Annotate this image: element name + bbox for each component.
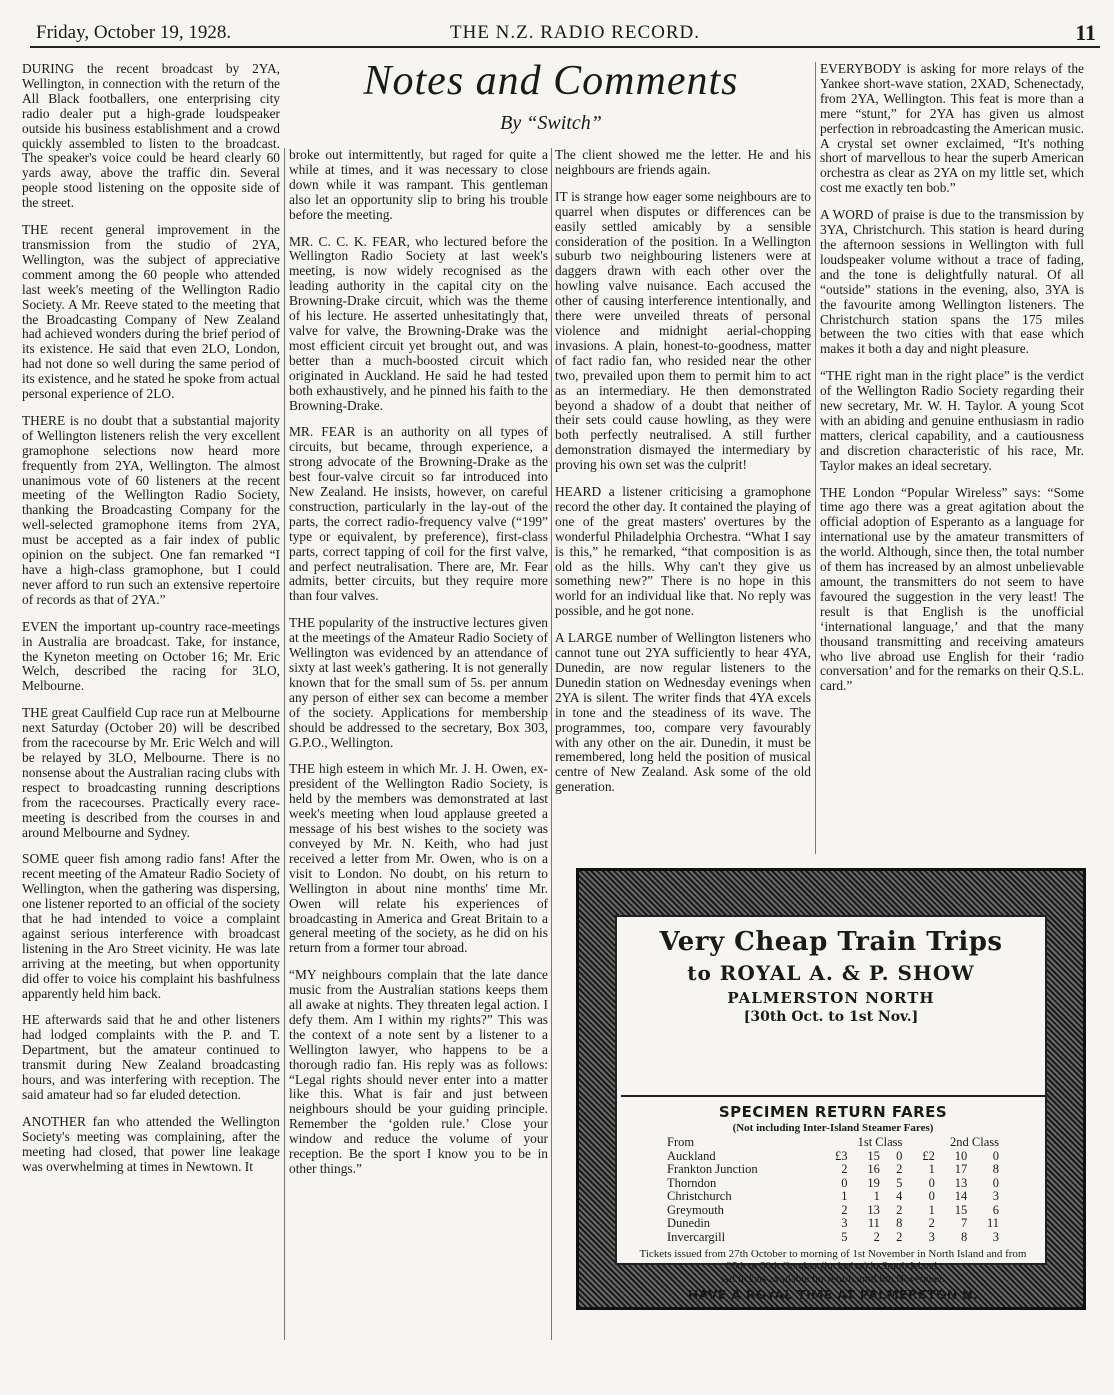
fare-second-pounds: 1: [928, 1162, 935, 1176]
paragraph: HE afterwards said that he and other listeners had lodged complaints with the P. and T. Department, but the amateur continued to transmit during New Zealand broadcasting hours, and was interfering with reception. The said amateur had so far eluded detection.: [22, 1012, 280, 1102]
column-1: [22, 62, 280, 1187]
fare-station: Greymouth: [667, 1202, 724, 1217]
column-3: [555, 148, 811, 807]
paragraph: The client showed me the letter. He and his neighbours are friends again.: [555, 147, 811, 177]
ad-dates: [30th Oct. to 1st Nov.]: [743, 1009, 919, 1025]
fares-box: [621, 1095, 1045, 1302]
fare-first-pence: 2: [896, 1202, 903, 1217]
paragraph: A LARGE number of Wellington listeners who cannot tune out 2YA sufficiently to hear 4YA, Dunedin, are now regular listeners to the Dunedin station on Wednesday evenings when 2YA is silent. The writer finds that 4YA excels in tone and the steadiness of its wave. The programmes, too, compare very favourably with any other on the air. Dunedin, it must be remembered, long held the position of musical centre of New Zealand. Ask some of the old generation.: [555, 630, 811, 795]
fare-second-pounds: 3: [928, 1229, 935, 1244]
column-2: [289, 148, 548, 1189]
fare-first-pence: 0: [896, 1148, 903, 1163]
paragraph: THE great Caulfield Cup race run at Melbourne next Saturday (October 20) will be described from the racecourse by Mr. Eric Welch and will be relayed by 3LO, Melbourne. There is no nonsense about the Australian racing clubs with respect to broadcasting running descriptions from the racecourses. Practically every race-meeting is described from the courses in and around Melbourne and Sydney.: [22, 705, 280, 840]
ad-headline: Very Cheap Train Trips: [659, 927, 1003, 957]
fare-first-pence: 8: [896, 1216, 903, 1230]
fare-first-pounds: 2: [841, 1202, 848, 1217]
paragraph: IT is strange how eager some neighbours are to quarrel when disputes or differences can be easily settled amicably by a sensible consideration of the position. In a Wellington suburb two neighbouring listeners were at daggers drawn with each other over the howling valve nuisance. Each accused the other of causing interference intentionally, and there were unveiled threats of personal violence and midnight aerial-chopping invasions. A plain, honest-to-goodness, matter of fact radio fan, who resided near the other two, prevailed upon them to permit him to act as an intermediary. He then demonstrated beyond a shadow of a doubt that neither of their sets could cause howling, as they were both perfectly neutralised. A still further demonstration dismayed the intermediary by proving his own set was the culprit!: [555, 188, 811, 473]
fare-first-shillings: 1: [873, 1189, 880, 1203]
fares-table: [663, 1136, 1003, 1244]
fare-station: Dunedin: [667, 1216, 711, 1230]
fares-note: (Not including Inter-Island Steamer Fares): [732, 1122, 934, 1134]
tickets-note: Tickets issued from 27th October to morning of 1st November in North Island and from 25th to 30th October (inclusive) in South Island.: [639, 1248, 1027, 1272]
paragraph: EVERYBODY is asking for more relays of the Yankee short-wave station, 2XAD, Schenectady, from 2YA, Wellington. This feat is more than a mere “stunt,” for 2YA has given us almost perfection in rebroadcasting the American music. A crystal set owner exclaimed, “It's nothing short of marvellous to hear the superb American orchestra as clear as 2YA on my little set, which cost me exactly ten bob.”: [820, 61, 1084, 196]
publication-title: THE N.Z. RADIO RECORD.: [450, 22, 700, 43]
fare-first-pounds: 5: [841, 1229, 848, 1244]
ad-destination: PALMERSTON NORTH: [727, 989, 935, 1007]
fare-first-pounds: 2: [841, 1162, 848, 1176]
fares-col-from: From: [667, 1135, 695, 1149]
train-trips-advertisement: [576, 868, 1086, 1310]
fare-station: Thorndon: [667, 1175, 717, 1190]
fare-first-pence: 4: [896, 1189, 903, 1203]
paragraph: A WORD of praise is due to the transmission by 3YA, Christchurch. This station is heard during the afternoon sessions in Wellington with full loudspeaker volume without a trace of fading, and the tone is delightfully natural. Of all “outside” stations in the evening, also, 3YA is the favourite among Wellington listeners. The Christchurch station spans the 175 miles between the two cities with that ease which makes it both a day and night pleasure.: [820, 207, 1084, 357]
article-title: Notes and Comments: [363, 58, 739, 104]
paragraph: DURING the recent broadcast by 2YA, Wellington, in connection with the return of the All Black footballers, one enterprising city radio dealer put a high-grade loudspeaker outside his business establishment and a crowd quickly assembled to listen to the broadcast. The speaker's voice could be heard clearly 60 yards away, above the traffic din. Several people stood listening on the opposite side of the street.: [22, 61, 280, 211]
fare-row: [663, 1163, 1003, 1177]
fares-title: SPECIMEN RETURN FARES: [718, 1103, 948, 1121]
article-byline: By “Switch”: [500, 112, 602, 134]
fare-first-shillings: 19: [867, 1175, 880, 1190]
fare-second-shillings: 14: [954, 1189, 968, 1203]
fare-second-pounds: 1: [928, 1202, 935, 1217]
ad-subhead: to ROYAL A. & P. SHOW: [687, 961, 975, 985]
fare-second-pounds: £2: [922, 1148, 935, 1163]
fare-second-pence: 0: [992, 1175, 999, 1190]
fare-station: Christchurch: [667, 1189, 732, 1203]
paragraph: HEARD a listener criticising a gramophone record the other day. It contained the playing of one of the great masters' overtures by the wonderful Philadelphia Orchestra. “What I say is this,” he remarked, “that composition is as old as the hills. Why can't they give us something new?” There is no hope in this world for an individual like that. No reply was possible, and he got none.: [555, 484, 811, 619]
paragraph: THE popularity of the instructive lectures given at the meetings of the Amateur Radio Society of Wellington was evidenced by an attendance of sixty at last week's gathering. It is not generally known that for the small sum of 5s. per annum any person of either sex can become a member of the society. Applications for membership should be addressed to the secretary, Box 303, G.P.O., Wellington.: [289, 615, 548, 750]
paragraph: “MY neighbours complain that the late dance music from the Australian stations keeps them all awake at nights. They threaten legal action. I defy them. Am I within my rights?” This was the context of a note sent by a listener to a Wellington lawyer, who happens to be a thorough radio fan. His reply was as follows: “Legal rights should never enter into a matter like this. What is fair and just between neighbours should be your guiding principle. Remember the ‘golden rule.’ Close your window and reduce the volume of your reception. Be the sport I know you to be in other things.”: [289, 967, 548, 1176]
fares-header-row: [663, 1136, 1003, 1150]
fare-first-pence: 2: [896, 1229, 903, 1244]
fare-second-shillings: 15: [954, 1202, 968, 1217]
fare-row: [663, 1190, 1003, 1204]
paragraph: THE London “Popular Wireless” says: “Some time ago there was a great agitation about the official adoption of Esperanto as a language for international use by the amateur transmitters of the world. Although, since then, the total number of them has increased by an almost unbelievable amount, the transmitters do not seem to have favoured the suggestion in the very least! The result is that English is the unofficial ‘international language,’ and that the many thousand transmitting and receiving amateurs who live abroad use English for their ‘radio conversation’ and for the remarks on their Q.S.L. card.”: [820, 484, 1084, 694]
column-rule: [551, 148, 552, 1340]
fare-first-pounds: 0: [841, 1175, 848, 1190]
paragraph: THERE is no doubt that a substantial majority of Wellington listeners relish the very excellent gramophone selections now heard more frequently from 2YA, Wellington. The almost unanimous vote of 60 listeners at the recent meeting of the Wellington Radio Society, thanking the Broadcasting Company for the well-selected gramophone items from 2YA, must be accepted as a fair index of public opinion on the subject. One fan remarked “I have a high-class gramophone, but I could never afford to run such an extensive repertoire of records as that of 2YA.”: [22, 412, 280, 607]
fare-row: [663, 1217, 1003, 1231]
column-4: [820, 62, 1084, 706]
fare-row: [663, 1150, 1003, 1164]
fare-first-shillings: 13: [867, 1202, 880, 1217]
fare-first-pence: 2: [896, 1162, 903, 1176]
paragraph: broke out intermittently, but raged for quite a while at times, and it was necessary to close down while it was rampant. This gentleman also let an opportunity slip to bring his trouble before the meeting.: [289, 147, 548, 222]
paragraph: EVEN the important up-country race-meetings in Australia are broadcast. Take, for instance, the Kyneton meeting on October 16; Mr. Eric Welch, described the racing for 3LO, Melbourne.: [22, 618, 280, 694]
paragraph: ANOTHER fan who attended the Wellington Society's meeting was complaining, after the meeting had closed, that power line leakage was overwhelming at times in Newtown. It: [22, 1113, 280, 1174]
running-head: [30, 22, 1100, 48]
page-number: 11: [1075, 20, 1096, 45]
fare-second-shillings: 8: [960, 1229, 968, 1244]
article-title-block: [286, 56, 816, 146]
fares-col-second: 2nd Class: [950, 1135, 999, 1149]
fare-second-pence: 3: [992, 1189, 999, 1203]
paragraph: MR. FEAR is an authority on all types of circuits, but became, through experience, a strong advocate of the Browning-Drake as the best four-valve circuit so far introduced into New Zealand. He insists, however, on careful construction, particularly in the lay-out of the parts, the correct radio-frequency valve (“199” type or equivalent, by preference), first-class parts, correct tapping of coil for the first valve, and perfect neutralisation. There are, Mr. Fear admits, better circuits, but they require more than four valves.: [289, 424, 548, 604]
ad-slogan: HAVE A ROYAL TIME AT PALMERSTON N.: [687, 1287, 979, 1302]
fare-first-shillings: 16: [867, 1162, 880, 1176]
fare-row: [663, 1177, 1003, 1191]
fare-row: [663, 1231, 1003, 1245]
fare-second-pence: 0: [992, 1148, 999, 1163]
paragraph: THE high esteem in which Mr. J. H. Owen, ex-president of the Wellington Radio Society, is held by the members was demonstrated at last week's meeting when loud applause greeted a message of his best wishes to the society was conveyed by Mr. N. Keith, who had just received a letter from Mr. Owen, who is on a visit to London. No doubt, on his return to Wellington in about nine months' time Mr. Owen will relate his experiences of broadcasting in America and Great Britain to a general meeting of the society, as he did on his return from a former tour abroad.: [289, 761, 548, 956]
fare-first-shillings: 11: [867, 1216, 880, 1230]
fare-station: Frankton Junction: [667, 1162, 758, 1176]
issue-date: Friday, October 19, 1928.: [36, 22, 232, 43]
fare-second-pence: 3: [992, 1229, 999, 1244]
fare-second-shillings: 13: [954, 1175, 968, 1190]
fare-first-pounds: 3: [841, 1216, 848, 1230]
fare-second-shillings: 10: [954, 1148, 968, 1163]
paragraph: MR. C. C. K. FEAR, who lectured before the Wellington Radio Society at last week's meeting, is now widely recognised as the leading authority in the capital city on the Browning-Drake circuit, which was the theme of his lecture. He asserted unhesitatingly that, valve for valve, the Browning-Drake was the most efficient circuit yet brought out, and was better than a much-boosted circuit which originated in Auckland. He said he had tested both exhaustively, and he pinned his faith to the Browning-Drake.: [289, 233, 548, 413]
paragraph: “THE right man in the right place” is the verdict of the Wellington Radio Society regarding their new secretary, Mr. W. H. Taylor. A young Scot with an abiding and genuine enthusiasm in radio matters, clerical capability, and a cautiousness and discretion characteristic of his race, Mr. Taylor makes an ideal secretary.: [820, 368, 1084, 473]
fare-second-shillings: 17: [954, 1162, 968, 1176]
fare-second-pence: 11: [986, 1216, 999, 1230]
fare-first-pounds: 1: [841, 1189, 848, 1203]
fare-second-pence: 8: [992, 1162, 999, 1176]
fare-second-pounds: 2: [928, 1216, 935, 1230]
fare-station: Invercargill: [667, 1229, 726, 1244]
fare-row: [663, 1204, 1003, 1218]
fare-second-pence: 6: [992, 1202, 999, 1217]
return-note: All tickets available for return until 8th November.: [721, 1273, 945, 1285]
fare-first-pounds: £3: [834, 1148, 848, 1163]
fare-first-shillings: 2: [873, 1229, 880, 1244]
paragraph: THE recent general improvement in the transmission from the studio of 2YA, Wellington, was the subject of appreciative comment among the 60 people who attended last week's meeting of the Wellington Radio Society. A Mr. Reeve stated to the meeting that the Broadcasting Company of New Zealand had achieved wonders during the brief period of its existence. He said that even 2LO, London, had not done so well during the same period of its existence, and he stated he spoke from actual personal experience of 2LO.: [22, 222, 280, 402]
paragraph: SOME queer fish among radio fans! After the recent meeting of the Amateur Radio Society of Wellington, when the gathering was dispersing, one listener reported to an official of the society that he had intended to voice a complaint against serious interference with broadcast listening in the Aro Street vicinity. He was late arriving at the meeting, but when opportunity did offer to voice his complaint his bashfulness apparently held him back.: [22, 851, 280, 1001]
advertisement-panel: [615, 915, 1047, 1302]
fare-second-pounds: 0: [928, 1175, 935, 1190]
fare-first-pence: 5: [896, 1175, 903, 1190]
column-rule: [815, 62, 816, 854]
column-rule: [284, 148, 285, 1340]
fare-second-shillings: 7: [960, 1216, 968, 1230]
fares-col-first: 1st Class: [857, 1135, 903, 1149]
fare-station: Auckland: [667, 1148, 716, 1163]
fare-second-pounds: 0: [928, 1189, 935, 1203]
fare-first-shillings: 15: [867, 1148, 880, 1163]
